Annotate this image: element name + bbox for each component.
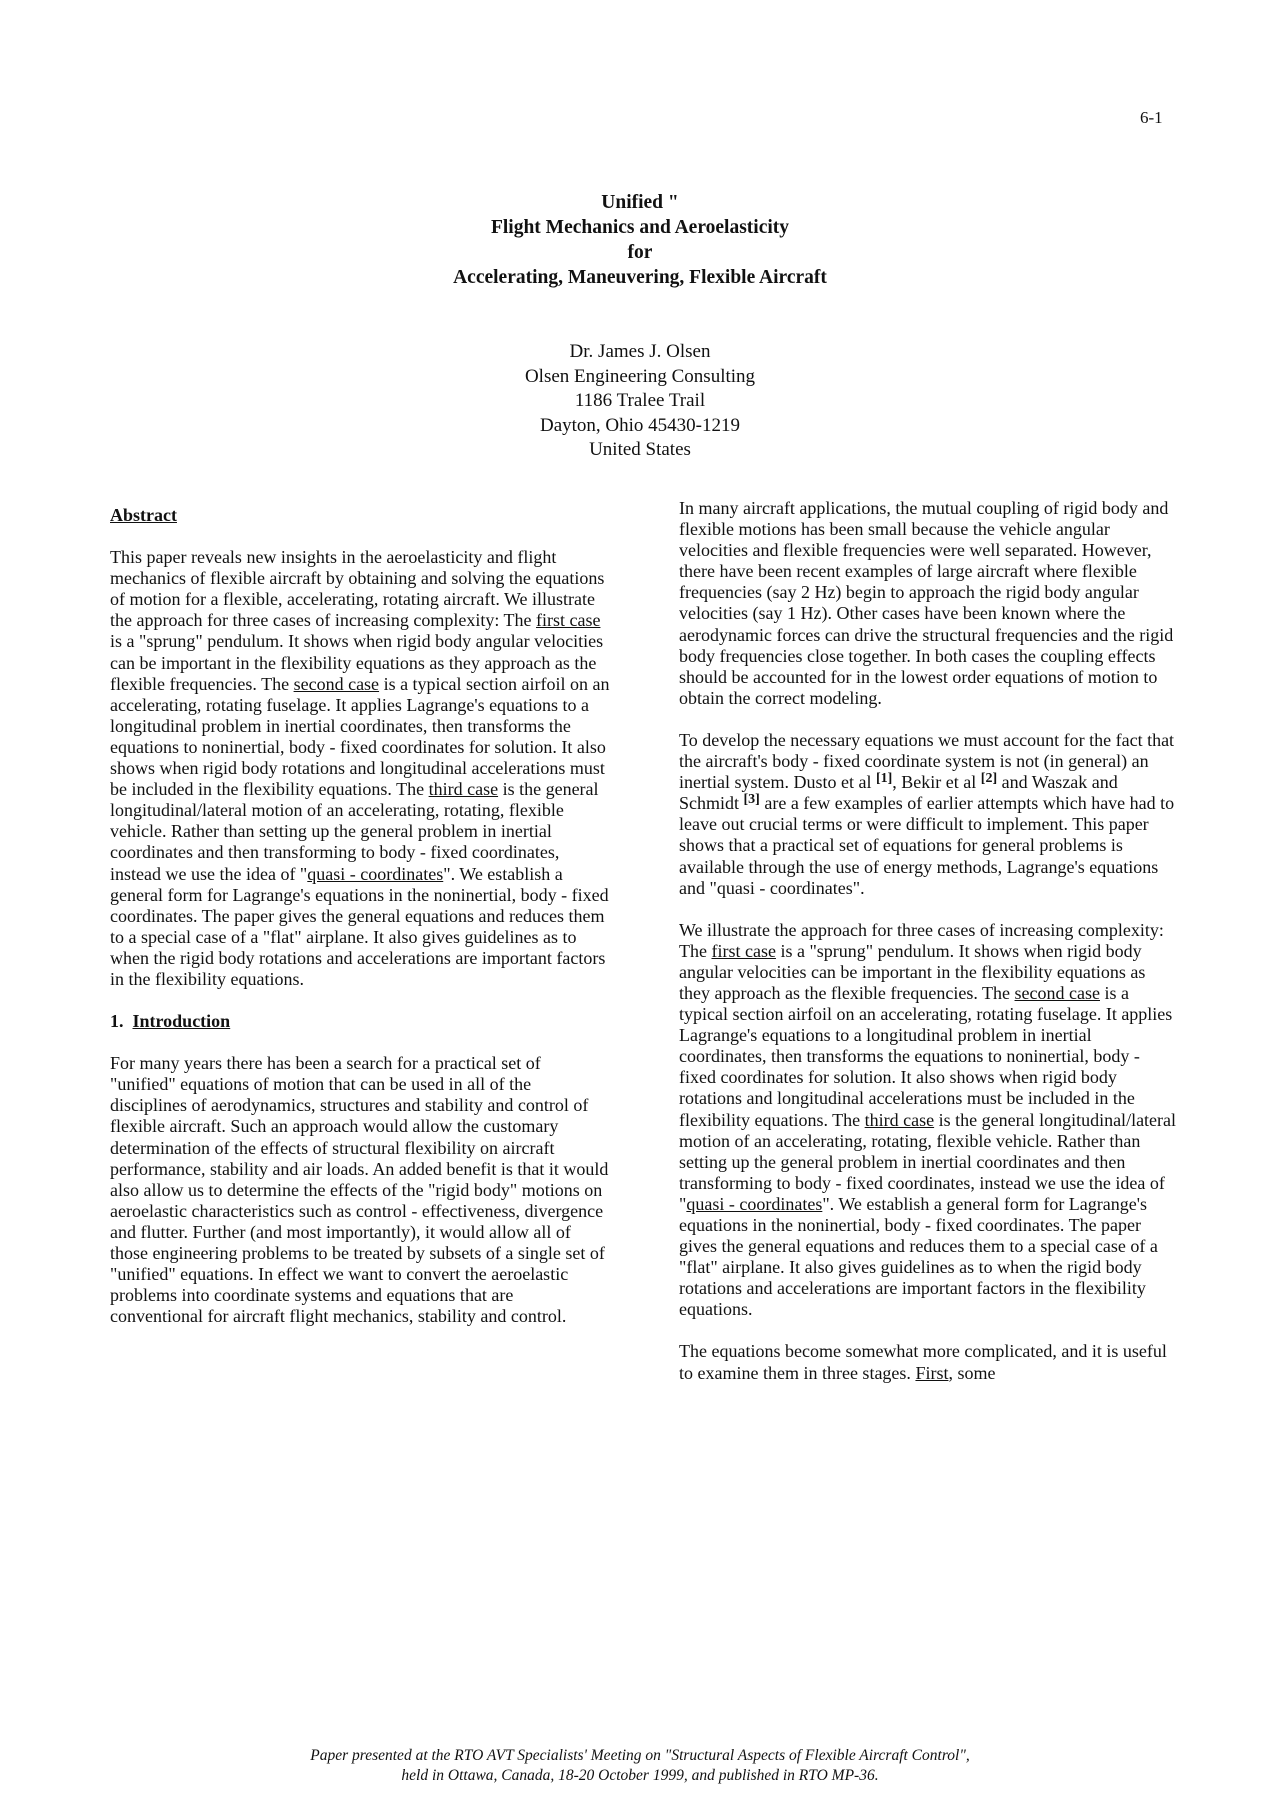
author-street: 1186 Tralee Trail [574, 390, 706, 411]
paper-title [0, 190, 1280, 290]
footer-note [0, 1746, 1280, 1786]
abstract-paragraph: This paper reveals new insights in the aeroelasticity and flight mechanics of flexible aircraft by obtaining and solving the equations of motion for a flexible, accelerating, rotating aircraft. We illustrate the approach for three cases of increasing complexity: The first case is a "sprung" pendulum. It shows when rigid body angular velocities can be important in the flexibility equations as they approach as the flexible frequencies. The second case is a typical section airfoil on an accelerating, rotating fuselage. It applies Lagrange's equations to a longitudinal problem in inertial coordinates, then transforms the equations to noninertial, body - fixed coordinates for solution. It also shows when rigid body rotations and longitudinal accelerations must be included in the flexibility equations. The third case is the general longitudinal/lateral motion of an accelerating, rotating, flexible vehicle. Rather than setting up the general problem in inertial coordinates and then transforming to body - fixed coordinates, instead we use the idea of "quasi - coordinates". We establish a general form for Lagrange's equations in the noninertial, body - fixed coordinates. The paper gives the general equations and reduces them to a special case of a "flat" airplane. It also gives guidelines as to when the rigid body rotations and accelerations are important factors in the flexibility equations. [110, 547, 610, 989]
citation-ref-2: [2] [980, 771, 998, 787]
author-city: Dayton, Ohio 45430-1219 [539, 414, 740, 436]
body-paragraph-4: The equations become somewhat more complicated, and it is useful to examine them in three stages. First, some [679, 1341, 1167, 1383]
author-country: United States [589, 439, 691, 460]
footer-line-1: Paper presented at the RTO AVT Specialists' Meeting on "Structural Aspects of Flexible Aircraft Control", [310, 1747, 970, 1764]
author-organization: Olsen Engineering Consulting [524, 365, 756, 387]
footer-line-2: held in Ottawa, Canada, 18-20 October 1999, and published in RTO MP-36. [401, 1767, 879, 1784]
citation-ref-1: [1] [875, 771, 893, 787]
page-number: 6-1 [1140, 108, 1163, 127]
right-column [679, 498, 1179, 1405]
title-line-1: Unified " [601, 192, 679, 213]
left-column [110, 505, 610, 1348]
section-title: Introduction [132, 1011, 231, 1032]
introduction-heading [110, 1011, 610, 1032]
author-name: Dr. James J. Olsen [569, 341, 711, 362]
citation-ref-3: [3] [743, 792, 760, 808]
body-paragraph-1: In many aircraft applications, the mutual coupling of rigid body and flexible motions has been small because the vehicle angular velocities and flexible frequencies were well separated. However, there have been recent examples of large aircraft where flexible frequencies (say 2 Hz) begin to approach the rigid body angular velocities (say 1 Hz). Other cases have been known where the aerodynamic forces can drive the structural frequencies and the rigid body frequencies close together. In both cases the coupling effects should be accounted for in the lowest order equations of motion to obtain the correct modeling. [679, 498, 1174, 708]
title-line-3: for [627, 242, 653, 263]
title-line-2: Flight Mechanics and Aeroelasticity [490, 217, 790, 238]
body-paragraph-2: To develop the necessary equations we must account for the fact that the aircraft's body - fixed coordinate system is not (in general) an inertial system. Dusto et al [1], Bekir et al [2] and Waszak and Schmidt [3] are a few examples of earlier attempts which have had to leave out crucial terms or were difficult to implement. This paper shows that a practical set of equations for general problems is available through the use of energy methods, Lagrange's equations and "quasi - coordinates". [679, 729, 1175, 898]
abstract-heading: Abstract [110, 505, 177, 525]
introduction-paragraph: For many years there has been a search for a practical set of "unified" equations of motion that can be used in all of the disciplines of aerodynamics, structures and stability and control of flexible aircraft. Such an approach would allow the customary determination of the effects of structural flexibility on aircraft performance, stability and air loads. An added benefit is that it would also allow us to determine the effects of the "rigid body" motions on aeroelastic characteristics such as control - effectiveness, divergence and flutter. Further (and most importantly), it would allow all of those engineering problems to be treated by subsets of a single set of "unified" equations. In effect we want to convert the aeroelastic problems into coordinate systems and equations that are conventional for aircraft flight mechanics, stability and control. [110, 1053, 609, 1327]
body-paragraph-3: We illustrate the approach for three cases of increasing complexity: The first case is a "sprung" pendulum. It shows when rigid body angular velocities can be important in the flexibility equations as they approach as the flexible frequencies. The second case is a typical section airfoil on an accelerating, rotating fuselage. It applies Lagrange's equations to a longitudinal problem in inertial coordinates, then transforms the equations to noninertial, body - fixed coordinates for solution. It also shows when rigid body rotations and longitudinal accelerations must be included in the flexibility equations. The third case is the general longitudinal/lateral motion of an accelerating, rotating, flexible vehicle. Rather than setting up the general problem in inertial coordinates and then transforming to body - fixed coordinates, instead we use the idea of "quasi - coordinates". We establish a general form for Lagrange's equations in the noninertial, body - fixed coordinates. The paper gives the general equations and reduces them to a special case of a "flat" airplane. It also gives guidelines as to when the rigid body rotations and accelerations are important factors in the flexibility equations. [679, 919, 1177, 1320]
author-block [0, 340, 1280, 463]
section-number: 1. [110, 1011, 124, 1032]
title-line-4: Accelerating, Maneuvering, Flexible Aircraft [453, 267, 827, 288]
